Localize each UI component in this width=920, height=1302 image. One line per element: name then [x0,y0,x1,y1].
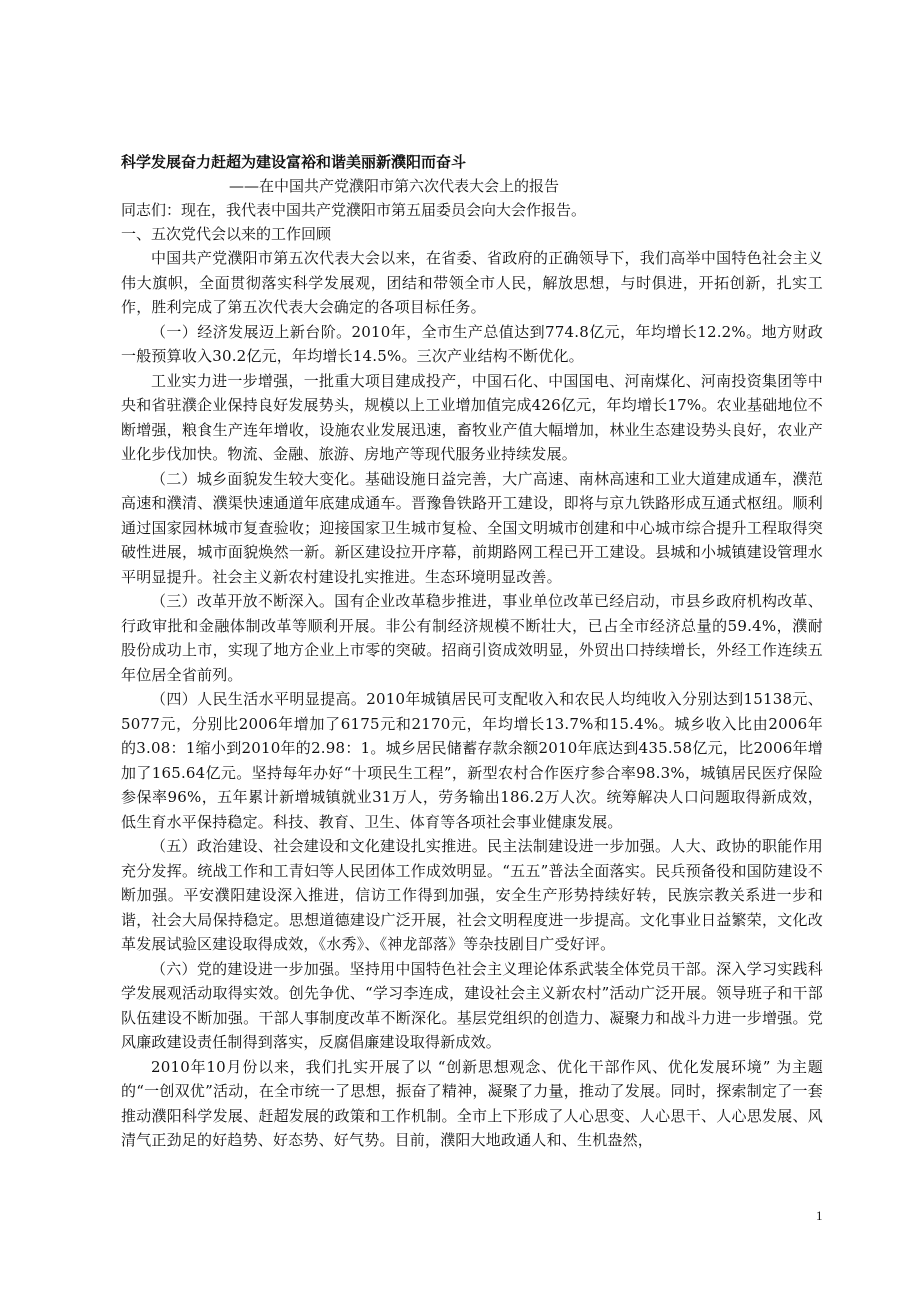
paragraph-economy: （一）经济发展迈上新台阶。2010年，全市生产总值达到774.8亿元，年均增长12.2%。地方财政一般预算收入30.2亿元，年均增长14.5%。三次产业结构不断优化。 [121,322,823,365]
paragraph-intro: 中国共产党濮阳市第五次代表大会以来，在省委、省政府的正确领导下，我们高举中国特色社会主义伟大旗帜，全面贯彻落实科学发展观，团结和带领全市人民，解放思想，与时俱进，开拓创新，扎实工作，胜利完成了第五次代表大会确定的各项目标任务。 [121,249,823,316]
paragraph-urban-rural: （二）城乡面貌发生较大变化。基础设施日益完善，大广高速、南林高速和工业大道建成通车，濮范高速和濮清、濮渠快速通道年底建成通车。晋豫鲁铁路开工建设，即将与京九铁路形成互通式枢纽。顺利通过国家园林城市复查验收；迎接国家卫生城市复检、全国文明城市创建和中心城市综合提升工程取得突破性进展，城市面貌焕然一新。新区建设拉开序幕，前期路网工程已开工建设。县城和小城镇建设管理水平明显提升。社会主义新农村建设扎实推进。生态环境明显改善。 [121,469,823,586]
section-heading: 一、五次党代会以来的工作回顾 [121,225,332,243]
paragraph-campaign: 2010年10月份以来，我们扎实开展了以 “创新思想观念、优化干部作风、优化发展环境” 为主题的“一创双优”活动，在全市统一了思想，振奋了精神，凝聚了力量，推动了发展。同时，探索制定了一套推动濮阳科学发展、赶超发展的政策和工作机制。全市上下形成了人心思变、人心思干、人心思发展、风清气正劲足的好趋势、好态势、好气势。目前，濮阳大地政通人和、生机盎然， [121,1057,823,1149]
greeting-line: 同志们：现在，我代表中国共产党濮阳市第五届委员会向大会作报告。 [121,201,587,219]
paragraph-political: （五）政治建设、社会建设和文化建设扎实推进。民主法制建设进一步加强。人大、政协的职能作用充分发挥。统战工作和工青妇等人民团体工作成效明显。“五五”普法全面落实。民兵预备役和国防建设不断加强。平安濮阳建设深入推进，信访工作得到加强，安全生产形势持续好转，民族宗教关系进一步和谐，社会大局保持稳定。思想道德建设广泛开展，社会文明程度进一步提高。文化事业日益繁荣，文化改革发展试验区建设取得成效，《水秀》、《神龙部落》等杂技剧目广受好评。 [121,837,823,953]
document-title: 科学发展奋力赶超为建设富裕和谐美丽新濮阳而奋斗 [121,153,467,171]
paragraph-reform: （三）改革开放不断深入。国有企业改革稳步推进，事业单位改革已经启动，市县乡政府机构改革、行政审批和金融体制改革等顺利开展。非公有制经济规模不断壮大，已占全市经济总量的59.4%，濮耐股份成功上市，实现了地方企业上市零的突破。招商引资成效明显，外贸出口持续增长，外经工作连续五年位居全省前列。 [121,592,823,684]
document-subtitle: ——在中国共产党濮阳市第六次代表大会上的报告 [229,177,560,195]
paragraph-industry: 工业实力进一步增强，一批重大项目建成投产，中国石化、中国国电、河南煤化、河南投资集团等中央和省驻濮企业保持良好发展势头，规模以上工业增加值完成426亿元，年均增长17%。农业基础地位不断增强，粮食生产连年增收，设施农业发展迅速，畜牧业产值大幅增加，林业生态建设势头良好，农业产业化步伐加快。物流、金融、旅游、房地产等现代服务业持续发展。 [121,371,823,463]
paragraph-livelihood: （四）人民生活水平明显提高。2010年城镇居民可支配收入和农民人均纯收入分别达到15138元、5077元，分别比2006年增加了6175元和2170元，年均增长13.7%和15.4%。城乡收入比由2006年的3.08：1缩小到2010年的2.98：1。城乡居民储蓄存款余额2010年底达到435.58亿元，比2006年增加了165.64亿元。坚持每年办好“十项民生工程”，新型农村合作医疗参合率98.3%，城镇居民医疗保险参保率96%，五年累计新增城镇就业31万人，劳务输出186.2万人次。统筹解决人口问题取得新成效，低生育水平保持稳定。科技、教育、卫生、体育等各项社会事业健康发展。 [121,690,823,831]
page-number: 1 [816,1208,823,1223]
document-body [121,150,823,1153]
paragraph-party: （六）党的建设进一步加强。坚持用中国特色社会主义理论体系武装全体党员干部。深入学习实践科学发展观活动取得实效。创先争优、“学习李连成，建设社会主义新农村”活动广泛开展。领导班子和干部队伍建设不断加强。干部人事制度改革不断深化。基层党组织的创造力、凝聚力和战斗力进一步增强。党风廉政建设责任制得到落实，反腐倡廉建设取得新成效。 [121,959,823,1051]
